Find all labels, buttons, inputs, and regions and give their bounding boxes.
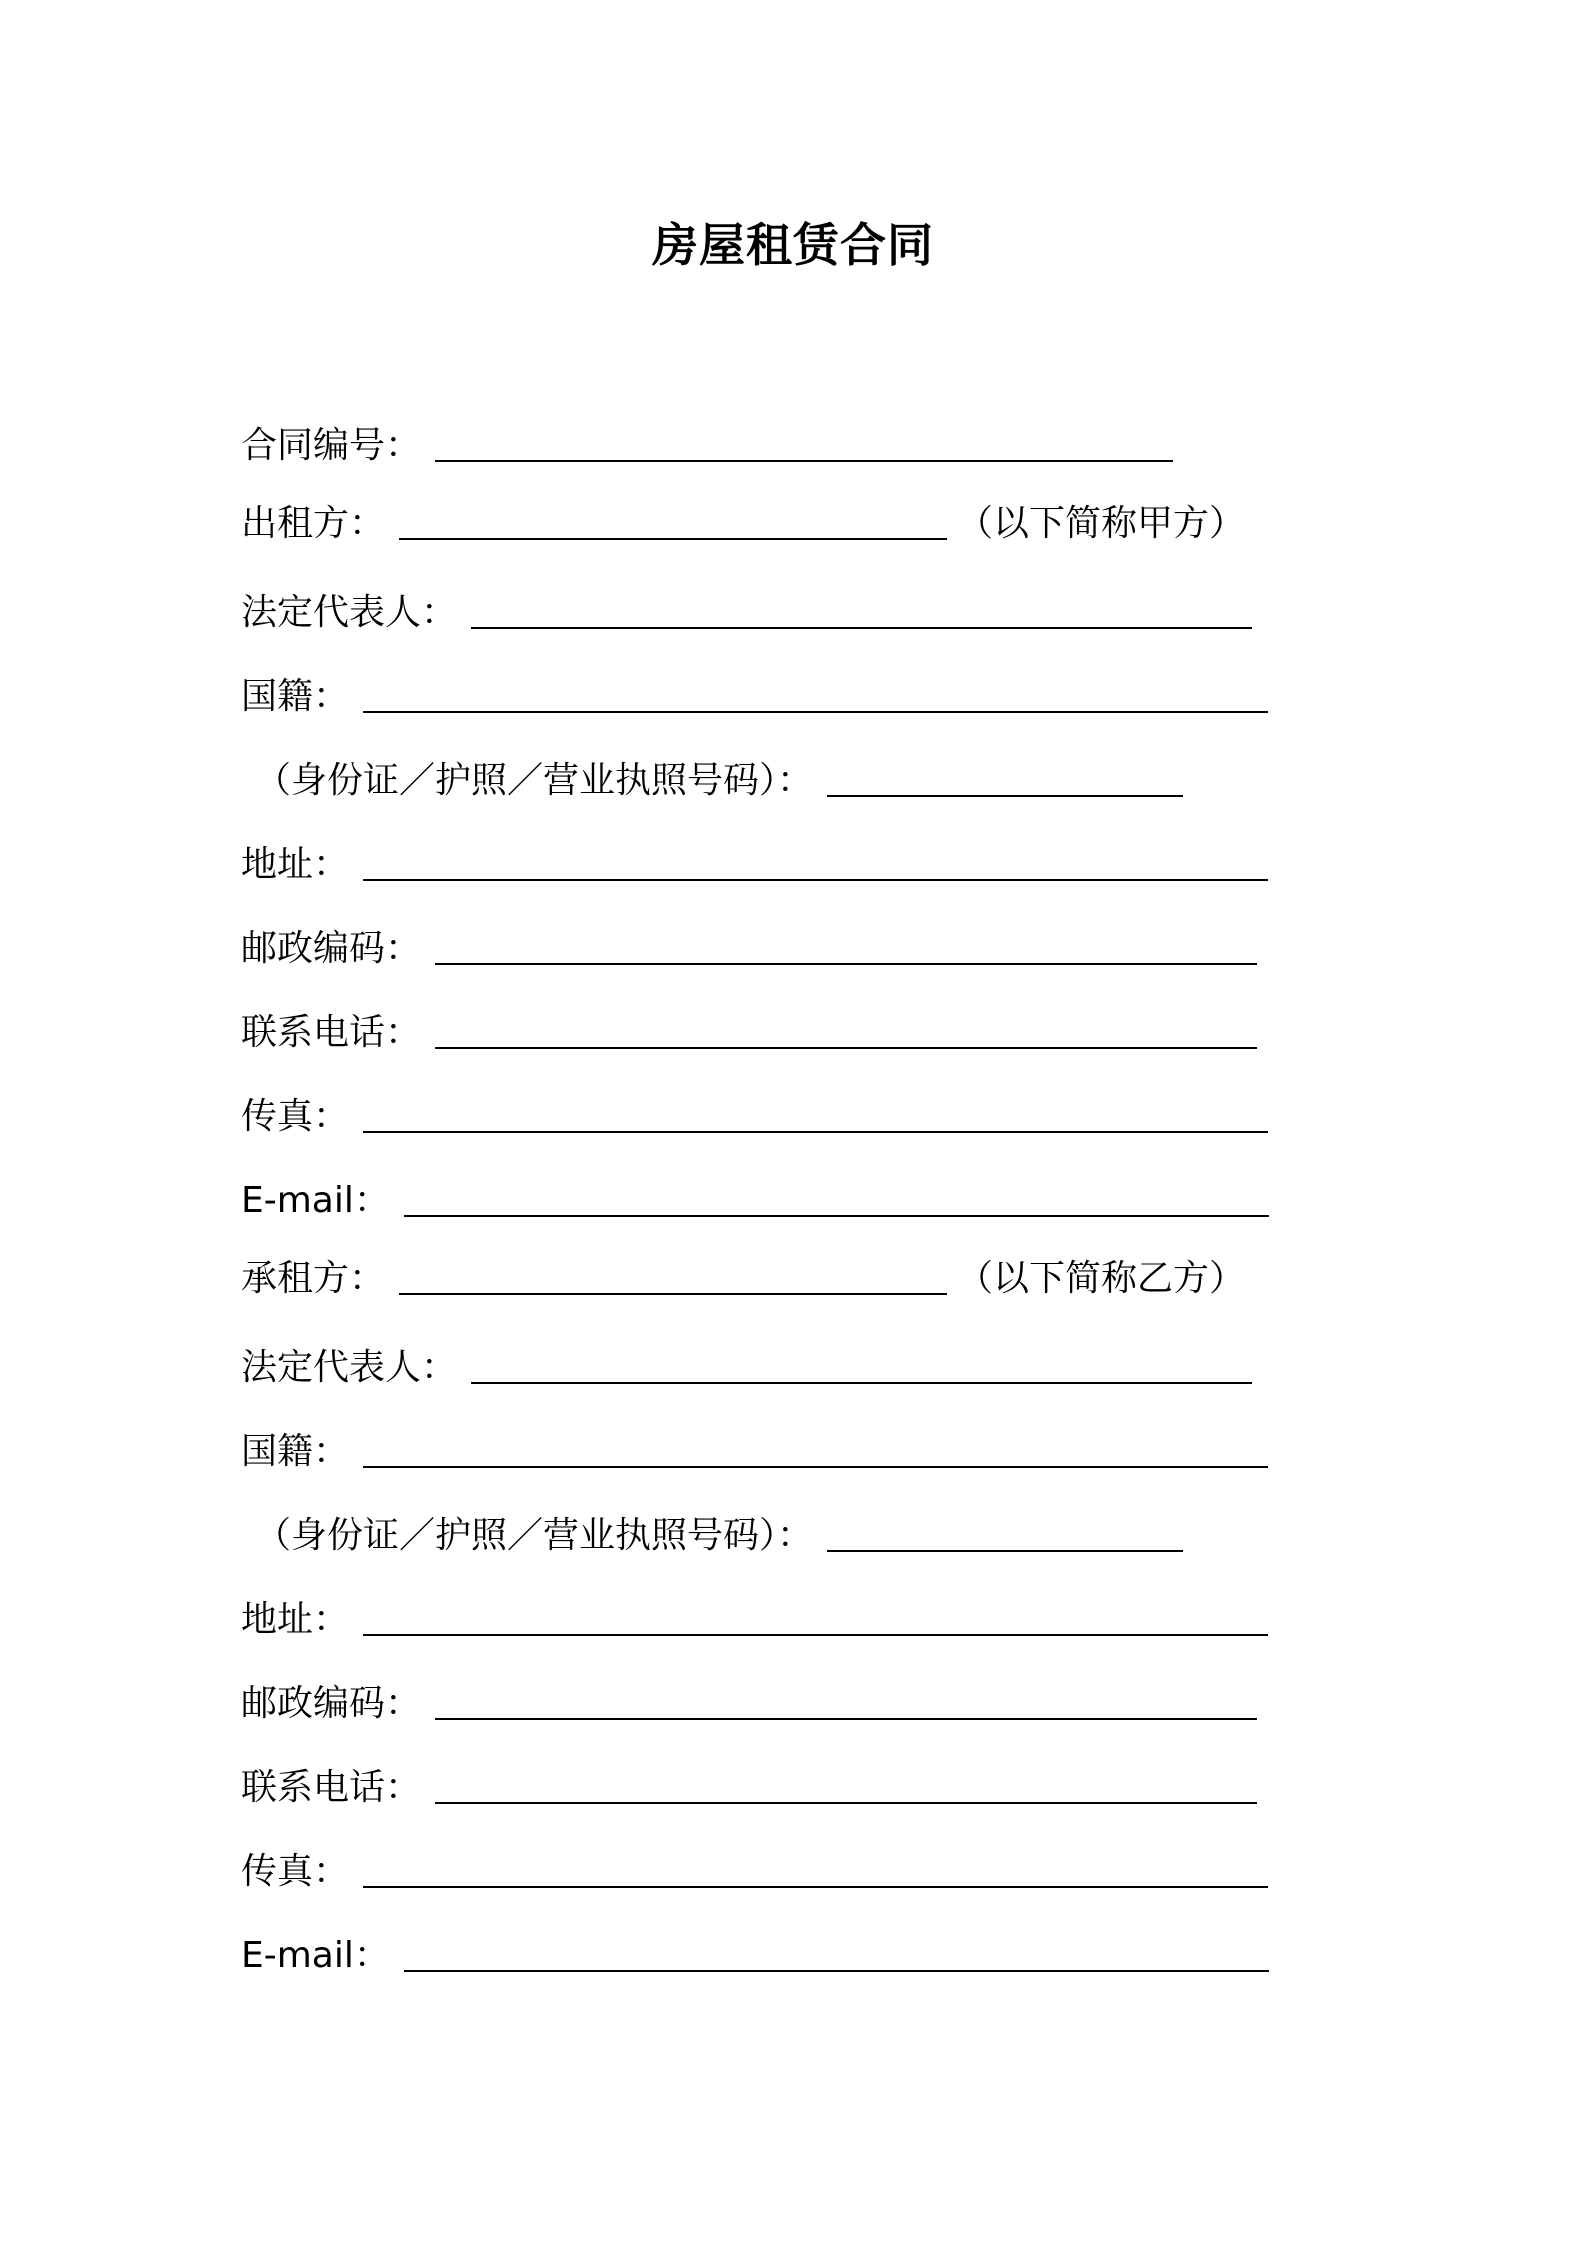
lessor-address-field[interactable] [363, 843, 1268, 881]
lessee-address-field[interactable] [363, 1598, 1268, 1636]
lessee-id-label: （身份证／护照／营业执照号码）： [255, 1515, 814, 1556]
lessor-nationality-field[interactable] [363, 675, 1268, 713]
lessor-fax-row [241, 1089, 1268, 1139]
lessee-id-row [255, 1508, 1183, 1558]
lessee-phone-label: 联系电话： [241, 1767, 422, 1808]
lessor-email-field[interactable] [404, 1179, 1269, 1217]
lessee-address-label: 地址： [241, 1599, 350, 1640]
lessee-suffix: （以下简称乙方） [957, 1258, 1246, 1299]
lessor-postal-row [241, 921, 1257, 971]
lessor-email-label: E-mail： [241, 1180, 390, 1221]
lessee-legal-rep-row [241, 1340, 1252, 1390]
lessor-phone-row [241, 1005, 1257, 1055]
lessor-address-label: 地址： [241, 844, 350, 885]
lessor-id-row [255, 753, 1183, 803]
lessor-row [241, 496, 1245, 546]
lessee-postal-field[interactable] [435, 1682, 1257, 1720]
lessor-suffix: （以下简称甲方） [957, 503, 1246, 544]
lessor-legal-rep-field[interactable] [471, 591, 1252, 629]
lessor-name-field[interactable] [399, 502, 947, 540]
lessee-fax-row [241, 1844, 1268, 1894]
lessee-postal-label: 邮政编码： [241, 1683, 422, 1724]
lessee-phone-field[interactable] [435, 1766, 1257, 1804]
lessor-email-row [241, 1173, 1269, 1223]
lessee-email-row [241, 1928, 1269, 1978]
lessor-legal-rep-row [241, 585, 1252, 635]
lessee-nationality-row [241, 1424, 1268, 1474]
lessor-nationality-label: 国籍： [241, 676, 350, 717]
lessor-postal-label: 邮政编码： [241, 928, 422, 969]
lessor-fax-field[interactable] [363, 1095, 1268, 1133]
lessee-nationality-field[interactable] [363, 1430, 1268, 1468]
lessee-fax-field[interactable] [363, 1850, 1268, 1888]
lessee-email-field[interactable] [404, 1934, 1269, 1972]
lessee-nationality-label: 国籍： [241, 1431, 350, 1472]
lessee-address-row [241, 1592, 1268, 1642]
contract-number-label: 合同编号： [241, 425, 422, 466]
lessee-legal-rep-label: 法定代表人： [241, 1347, 458, 1388]
contract-number-row [241, 418, 1173, 468]
lessee-fax-label: 传真： [241, 1851, 350, 1892]
lessee-postal-row [241, 1676, 1257, 1726]
lessee-phone-row [241, 1760, 1257, 1810]
lessor-address-row [241, 837, 1268, 887]
lessee-id-field[interactable] [827, 1514, 1183, 1552]
lessee-label: 承租方： [241, 1258, 386, 1299]
lessor-phone-label: 联系电话： [241, 1012, 422, 1053]
lessee-name-field[interactable] [399, 1257, 947, 1295]
lessor-label: 出租方： [241, 503, 386, 544]
lessor-id-field[interactable] [827, 759, 1183, 797]
document-title: 房屋租赁合同 [652, 218, 934, 272]
lessee-row [241, 1251, 1245, 1301]
lessor-phone-field[interactable] [435, 1011, 1257, 1049]
lessee-email-label: E-mail： [241, 1935, 390, 1976]
lessor-id-label: （身份证／护照／营业执照号码）： [255, 760, 814, 801]
lessor-legal-rep-label: 法定代表人： [241, 592, 458, 633]
lessor-postal-field[interactable] [435, 927, 1257, 965]
lessee-legal-rep-field[interactable] [471, 1346, 1252, 1384]
lessor-fax-label: 传真： [241, 1096, 350, 1137]
contract-number-field[interactable] [435, 424, 1173, 462]
lessor-nationality-row [241, 669, 1268, 719]
